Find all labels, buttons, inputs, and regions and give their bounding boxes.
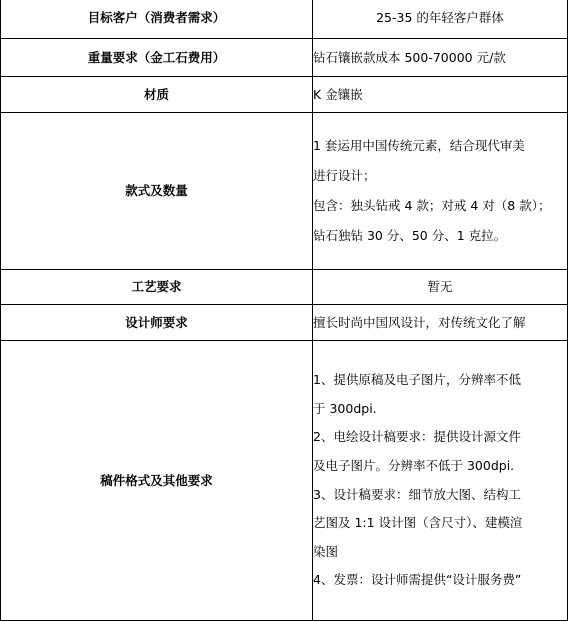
table-row	[1, 305, 568, 341]
text-line: 染图	[313, 543, 339, 559]
row-label: 目标客户（消费者需求）	[1, 0, 313, 39]
text-line: 2、电绘设计稿要求：提供设计源文件	[313, 429, 521, 445]
table-row	[1, 77, 568, 113]
row-label: 工艺要求	[1, 270, 313, 305]
table-row	[1, 0, 568, 39]
row-value: 25-35 的年轻客户群体	[313, 0, 568, 39]
table-row	[1, 113, 568, 270]
text-line: 进行设计；	[313, 168, 376, 183]
row-value-multiline	[313, 341, 568, 621]
table-row	[1, 341, 568, 621]
text-line: 艺图及 1:1 设计图（含尺寸）、建模渲	[313, 515, 523, 531]
text-line: 1 套运用中国传统元素，结合现代审美	[313, 138, 525, 153]
text-line: 钻石独钻 30 分、50 分、1 克拉。	[313, 228, 507, 243]
row-value-multiline	[313, 113, 568, 270]
text-line: 于 300dpi.	[313, 400, 377, 416]
row-label: 材质	[1, 77, 313, 113]
table-row	[1, 270, 568, 305]
row-value: 擅长时尚中国风设计，对传统文化了解	[313, 305, 568, 341]
row-value: 暂无	[313, 270, 568, 305]
text-line: 1、提供原稿及电子图片，分辨率不低	[313, 372, 521, 388]
text-line: 及电子图片。分辨率不低于 300dpi.	[313, 457, 515, 473]
text-line: 4、发票：设计师需提供“设计服务费”	[313, 572, 522, 588]
row-value: 钻石镶嵌款成本 500-70000 元/款	[313, 39, 568, 77]
table-row	[1, 39, 568, 77]
row-label: 重量要求（金工石费用）	[1, 39, 313, 77]
text-line: 3、设计稿要求：细节放大图、结构工	[313, 486, 521, 502]
row-value: K 金镶嵌	[313, 77, 568, 113]
row-label: 款式及数量	[1, 113, 313, 270]
row-label: 稿件格式及其他要求	[1, 341, 313, 621]
text-line: 包含：独头钻戒 4 款；对戒 4 对（8 款）；	[313, 198, 551, 213]
row-label: 设计师要求	[1, 305, 313, 341]
